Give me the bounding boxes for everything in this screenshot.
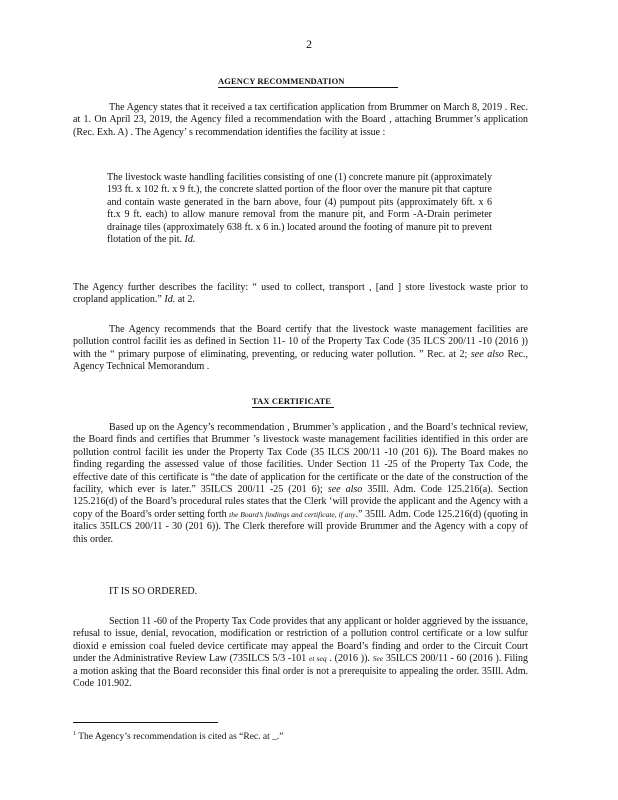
paragraph-appeal-rights-tail: 35ILCS 200/11 - 60 (2016 ). Filing a motion asking that the Board reconsider this final order is not a prerequisite to appealing the order. 35Ill. Adm. Code 101.902.: [73, 653, 529, 690]
block-quote-cite: Id.: [184, 234, 196, 246]
paragraph-appeal-rights: [73, 616, 528, 690]
footnote-divider: [73, 722, 218, 723]
heading-tax-certificate: TAX CERTIFICATE: [252, 396, 334, 408]
paragraph-agency-recommends: [73, 324, 528, 374]
block-quote-facility-text: The livestock waste handling facilities consisting of one (1) concrete manure pit (approximately 193 ft. x 102 ft. x 9 ft.), the concrete slatted portion of the floor over the manure pit that capture and contain waste generated in the barn above, four (4) pumpout pits (approximately 6ft. x 6 ft.x 9 ft. each) to allow manure removal from the manure pit, and Form -A-Drain perimeter drainage tiles (approximately 638 ft. x 6 in.) located around the footing of manure pit to prevent flotation of the pit.: [107, 172, 492, 246]
paragraph-appeal-rights-etseq: et seq: [309, 654, 327, 664]
heading-agency-recommendation: AGENCY RECOMMENDATION: [218, 76, 398, 88]
paragraph-board-findings-mid: 35Ill. Adm. Code 125.216(a). Section 125.216(d) of the Board’s procedural rules states that the Clerk ‘will provide the applicant and the Agency with a copy of the Board’s order setting forth: [73, 484, 529, 520]
paragraph-facility-description-cite: Id.: [164, 294, 176, 306]
footnote-marker: 1: [73, 730, 76, 737]
ordered-statement-text: IT IS SO ORDERED.: [109, 586, 198, 597]
paragraph-board-findings-see: see also: [327, 484, 363, 496]
paragraph-appeal-rights-text: Section 11 -60 of the Property Tax Code provides that any applicant or holder aggrieved by the issuance, refusal to issue, denial, revocation, modification or restriction of a pollution control certificate or a low sulfur dioxid e emission coal fueled device certificate may appeal the Board’s finding and order to the Circuit Court under the Administrative Review Law (735ILCS 5/3 -101: [73, 616, 528, 665]
footnote-text: The Agency’s recommendation is cited as “Rec. at _.”: [78, 732, 284, 742]
paragraph-facility-description-text: The Agency further describes the facility: “ used to collect, transport , [and ] store livestock waste prior to cropland application.”: [73, 282, 528, 306]
paragraph-appeal-rights-see: See: [372, 654, 384, 664]
page-number: 2: [306, 37, 312, 51]
paragraph-agency-statement: [73, 102, 528, 139]
paragraph-board-findings-italic: the Board’s findings and certificate, if any: [229, 509, 356, 519]
paragraph-board-findings-text: Based up on the Agency’s recommendation , Brummer’s application , and the Board’s technical review, the Board finds and certifies that Brummer ’s livestock waste management facilities identified in this order are pollution control facilit ies under the Property Tax Code (35 ILCS 200/11 -10 (201 6)). The Board makes no finding regarding the assessed value of those facilities. Under Section 11 -25 of the Property Tax Code, the effective date of this certificate is “the date of application for the certificate or the date of the construction of the facility, which ever is later.” 35ILCS 200/11 -25 (201 6);: [73, 422, 528, 496]
ordered-statement: [73, 586, 528, 598]
paragraph-facility-description-tail: at 2.: [177, 294, 195, 306]
paragraph-board-findings: [73, 422, 528, 546]
paragraph-board-findings-tail: .” 35Ill. Adm. Code 125.216(d) (quoting in italics 35ILCS 200/11 - 30 (201 6)). The Clerk therefore will provide Brummer and the Agency with a copy of this order.: [73, 508, 529, 545]
paragraph-agency-recommends-see: see also: [470, 348, 504, 360]
paragraph-agency-recommends-tail: Rec., Agency Technical Memorandum .: [73, 348, 528, 373]
paragraph-appeal-rights-mid: . (2016 )).: [329, 653, 370, 665]
paragraph-agency-statement-text: The Agency states that it received a tax certification application from Brummer on March 8, 2019 . Rec. at 1. On April 23, 2019, the Agency filed a recommendation with the Board , attaching Brummer’s application (Rec. Exh. A) . The Agency’ s recommendation identifies the facility at issue :: [73, 102, 528, 138]
paragraph-agency-recommends-text: The Agency recommends that the Board certify that the livestock waste management facilities are pollution control facilit ies as defined in Section 11- 10 of the Property Tax Code (35 ILCS 200/11 -10 (2016 )) with the “ primary purpose of eliminating, preventing, or reducing water pollution. ” Rec. at 2;: [73, 324, 528, 360]
block-quote-facility: [107, 172, 492, 246]
paragraph-facility-description: [73, 282, 528, 307]
footnote: [73, 732, 283, 742]
